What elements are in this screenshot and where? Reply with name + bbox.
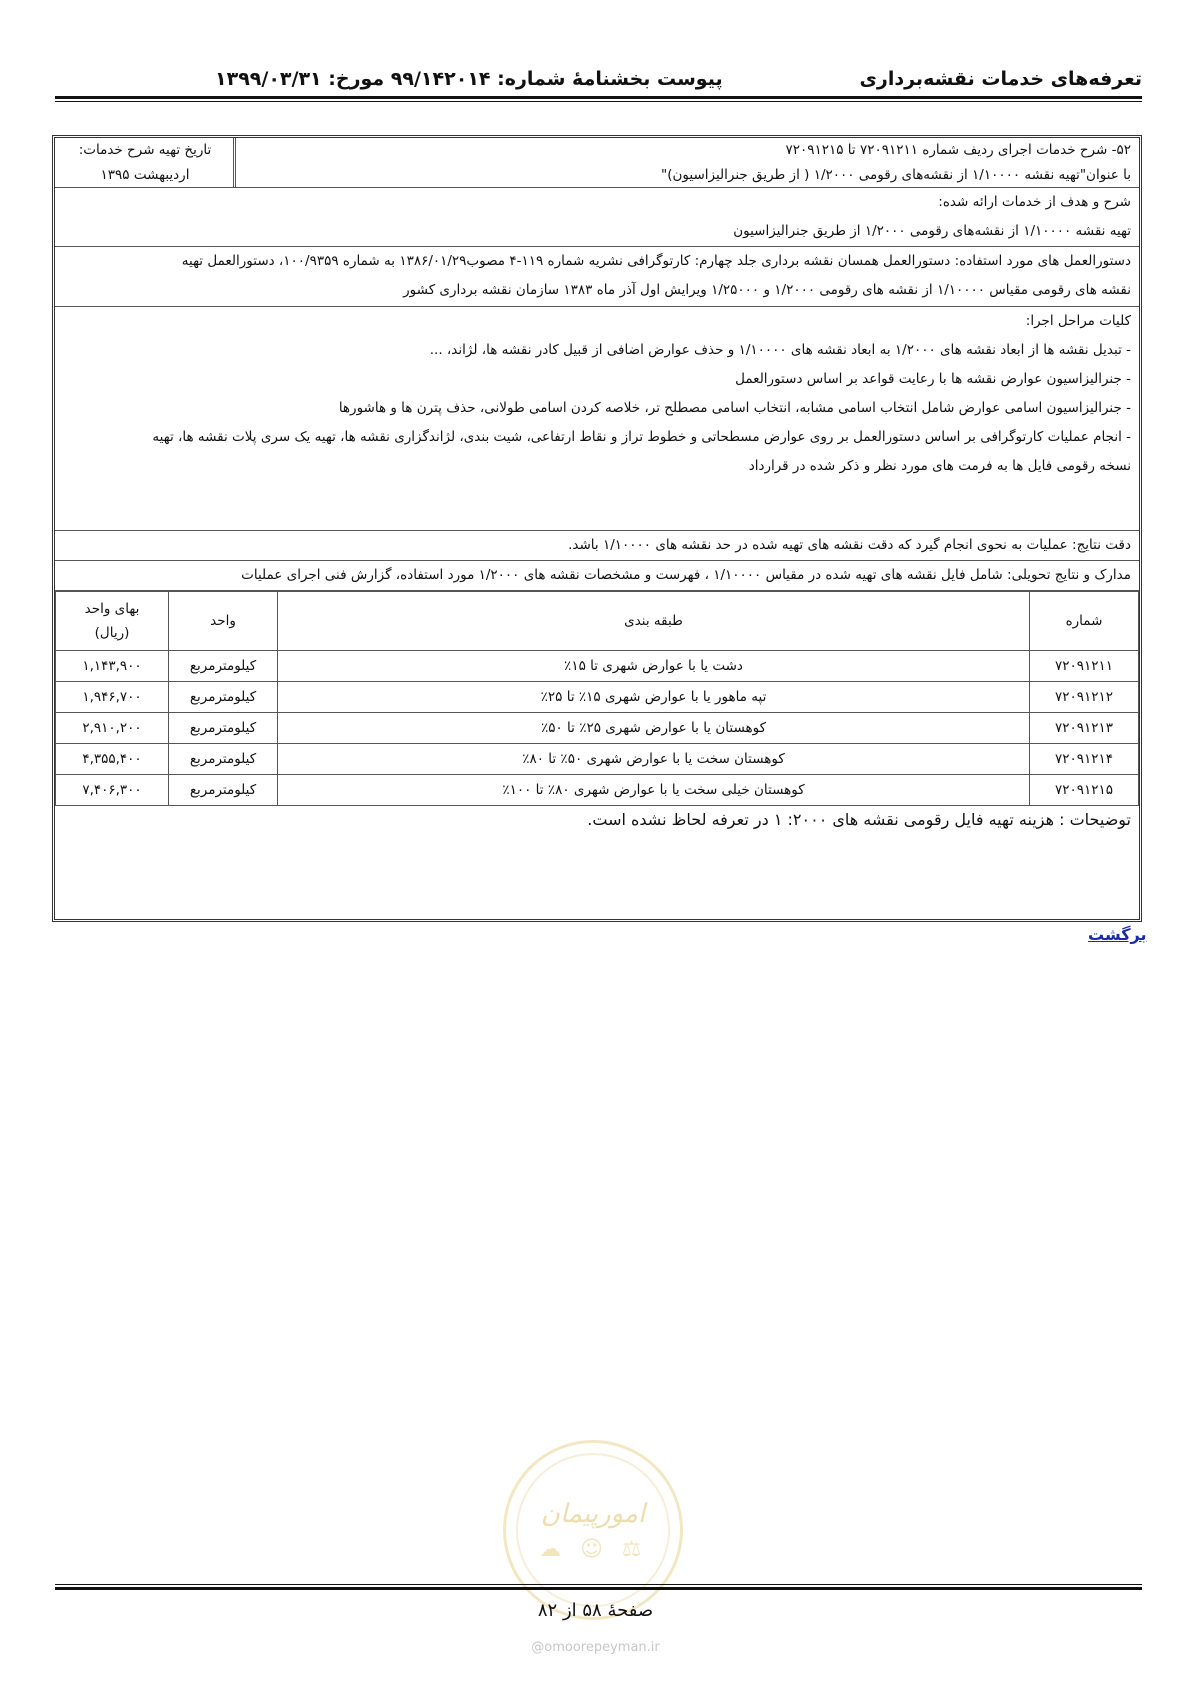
step-item: نسخه رقومی فایل ها به فرمت های مورد نظر و ذکر شده در قرارداد (748, 458, 1131, 474)
row-category: دشت یا با عوارض شهری تا ۱۵٪ (278, 651, 1030, 682)
table-header-row (56, 592, 1139, 651)
step-item: - انجام عملیات کارتوگرافی بر اساس دستورالعمل بر روی عوارض مسطحاتی و خطوط تراز و نقاط ارتفاعی، شیت بندی، لژاندگزاری نقشه ها، تهیه یک سری پلات نقشه ها، تهیه (152, 429, 1131, 445)
goal-section (55, 188, 1139, 247)
header-price-line2: (ریال) (94, 625, 130, 641)
row-unit: کیلومترمربع (169, 775, 278, 806)
table-row (56, 713, 1139, 744)
service-title-row (55, 138, 1139, 188)
accuracy-text: دقت نتایج: عملیات به نحوی انجام گیرد که دقت نقشه های تهیه شده در حد نقشه های ۱/۱۰۰۰۰ باشد. (568, 537, 1131, 553)
step-item: - تبدیل نقشه ها از ابعاد نقشه های ۱/۲۰۰۰ به ابعاد نقشه های ۱/۱۰۰۰۰ و حذف عوارض اضافی از قبیل کادر نقشه ها، لژاند، ... (429, 342, 1131, 358)
header-price-line1: بهای واحد (84, 601, 140, 617)
table-row (56, 651, 1139, 682)
instructions-section (55, 247, 1139, 307)
price-table (55, 591, 1139, 806)
row-unit: کیلومترمربع (169, 713, 278, 744)
accuracy-section (55, 531, 1139, 561)
service-title-line2: با عنوان"تهیه نقشه ۱/۱۰۰۰۰ از نقشه‌های رقومی ۱/۲۰۰۰ ( از طریق جنرالیزاسیون)" (661, 167, 1131, 183)
notes-text: توضیحات : هزینه تهیه فایل رقومی نقشه های ۲۰۰۰: ۱ در تعرفه لحاظ نشده است. (587, 810, 1131, 829)
goal-label: شرح و هدف از خدمات ارائه شده: (938, 194, 1131, 210)
site-watermark: @omoorepeyman.ir (531, 1640, 660, 1655)
row-price: ۷,۴۰۶,۳۰۰ (56, 775, 169, 806)
row-category: کوهستان سخت یا با عوارض شهری ۵۰٪ تا ۸۰٪ (278, 744, 1030, 775)
row-category: کوهستان یا با عوارض شهری ۲۵٪ تا ۵۰٪ (278, 713, 1030, 744)
row-code: ۷۲۰۹۱۲۱۵ (1030, 775, 1139, 806)
page-number: صفحۀ ۵۸ از ۸۲ (537, 1600, 654, 1621)
service-title-line1: ۵۲- شرح خدمات اجرای ردیف شماره ۷۲۰۹۱۲۱۱ تا ۷۲۰۹۱۲۱۵ (785, 142, 1131, 158)
header-title: تعرفه‌های خدمات نقشه‌برداری (859, 68, 1142, 90)
table-row (56, 775, 1139, 806)
back-link[interactable]: برگشت (1088, 925, 1147, 944)
header-category: طبقه بندی (278, 592, 1030, 651)
row-unit: کیلومترمربع (169, 682, 278, 713)
row-unit: کیلومترمربع (169, 651, 278, 682)
row-price: ۲,۹۱۰,۲۰۰ (56, 713, 169, 744)
header-rule (55, 96, 1142, 99)
row-category: کوهستان خیلی سخت یا با عوارض شهری ۸۰٪ تا ۱۰۰٪ (278, 775, 1030, 806)
instructions-line2: نقشه های رقومی مقیاس ۱/۱۰۰۰۰ از نقشه های رقومی ۱/۲۰۰۰ و ۱/۲۵۰۰۰ ویرایش اول آذر ماه ۱۳۸۳ سازمان نقشه برداری کشور (403, 282, 1131, 298)
price-table-wrap (55, 591, 1139, 806)
step-item: - جنرالیزاسیون عوارض نقشه ها با رعایت قواعد بر اساس دستورالعمل (735, 371, 1131, 387)
seal-emblem-icon: ⚖ ☺ ☁ (539, 1536, 647, 1562)
table-row (56, 744, 1139, 775)
table-row (56, 682, 1139, 713)
header-circular-ref: پیوست بخشنامۀ شماره: ۹۹/۱۴۲۰۱۴ مورخ: ۱۳۹۹/۰۳/۳۱ (215, 68, 723, 90)
row-category: تپه ماهور یا با عوارض شهری ۱۵٪ تا ۲۵٪ (278, 682, 1030, 713)
row-unit: کیلومترمربع (169, 744, 278, 775)
row-price: ۴,۳۵۵,۴۰۰ (56, 744, 169, 775)
header-unit: واحد (169, 592, 278, 651)
header-code: شماره (1030, 592, 1139, 651)
steps-label: کلیات مراحل اجرا: (1025, 313, 1131, 329)
step-item: - جنرالیزاسیون اسامی عوارض شامل انتخاب اسامی مشابه، انتخاب اسامی مصطلح تر، خلاصه کردن اسامی طولانی، حذف پترن ها و هاشورها (338, 400, 1131, 416)
deliverables-text: مدارک و نتایج تحویلی: شامل فایل نقشه های تهیه شده در مقیاس ۱/۱۰۰۰۰ ، فهرست و مشخصات نقشه های ۱/۲۰۰۰ مورد استفاده، گزارش فنی اجرای عملیات (241, 567, 1131, 583)
page-header (55, 58, 1142, 90)
deliverables-section (55, 561, 1139, 591)
seal-text: امورپیمان (540, 1498, 646, 1529)
header-price (56, 592, 169, 651)
footer-rule-thin (55, 1584, 1142, 1585)
row-price: ۱,۹۴۶,۷۰۰ (56, 682, 169, 713)
watermark-seal (503, 1440, 683, 1620)
header-rule-thin (55, 101, 1142, 102)
date-value: اردیبهشت ۱۳۹۵ (100, 167, 190, 183)
service-frame (52, 135, 1142, 922)
footer-rule (55, 1587, 1142, 1590)
date-label: تاریخ تهیه شرح خدمات: (78, 142, 212, 158)
instructions-line1: دستورالعمل های مورد استفاده: دستورالعمل همسان نقشه برداری جلد چهارم: کارتوگرافی نشریه شماره ۱۱۹-۴ مصوب۱۳۸۶/۰۱/۲۹ به شماره ۱۰۰/۹۳۵۹، دستورالعمل تهیه (181, 253, 1131, 269)
row-price: ۱,۱۴۳,۹۰۰ (56, 651, 169, 682)
row-code: ۷۲۰۹۱۲۱۴ (1030, 744, 1139, 775)
row-code: ۷۲۰۹۱۲۱۱ (1030, 651, 1139, 682)
goal-text: تهیه نقشه ۱/۱۰۰۰۰ از نقشه‌های رقومی ۱/۲۰۰۰ از طریق جنرالیزاسیون (733, 223, 1131, 239)
steps-section (55, 307, 1139, 531)
notes-section (55, 805, 1139, 915)
row-code: ۷۲۰۹۱۲۱۲ (1030, 682, 1139, 713)
row-code: ۷۲۰۹۱۲۱۳ (1030, 713, 1139, 744)
